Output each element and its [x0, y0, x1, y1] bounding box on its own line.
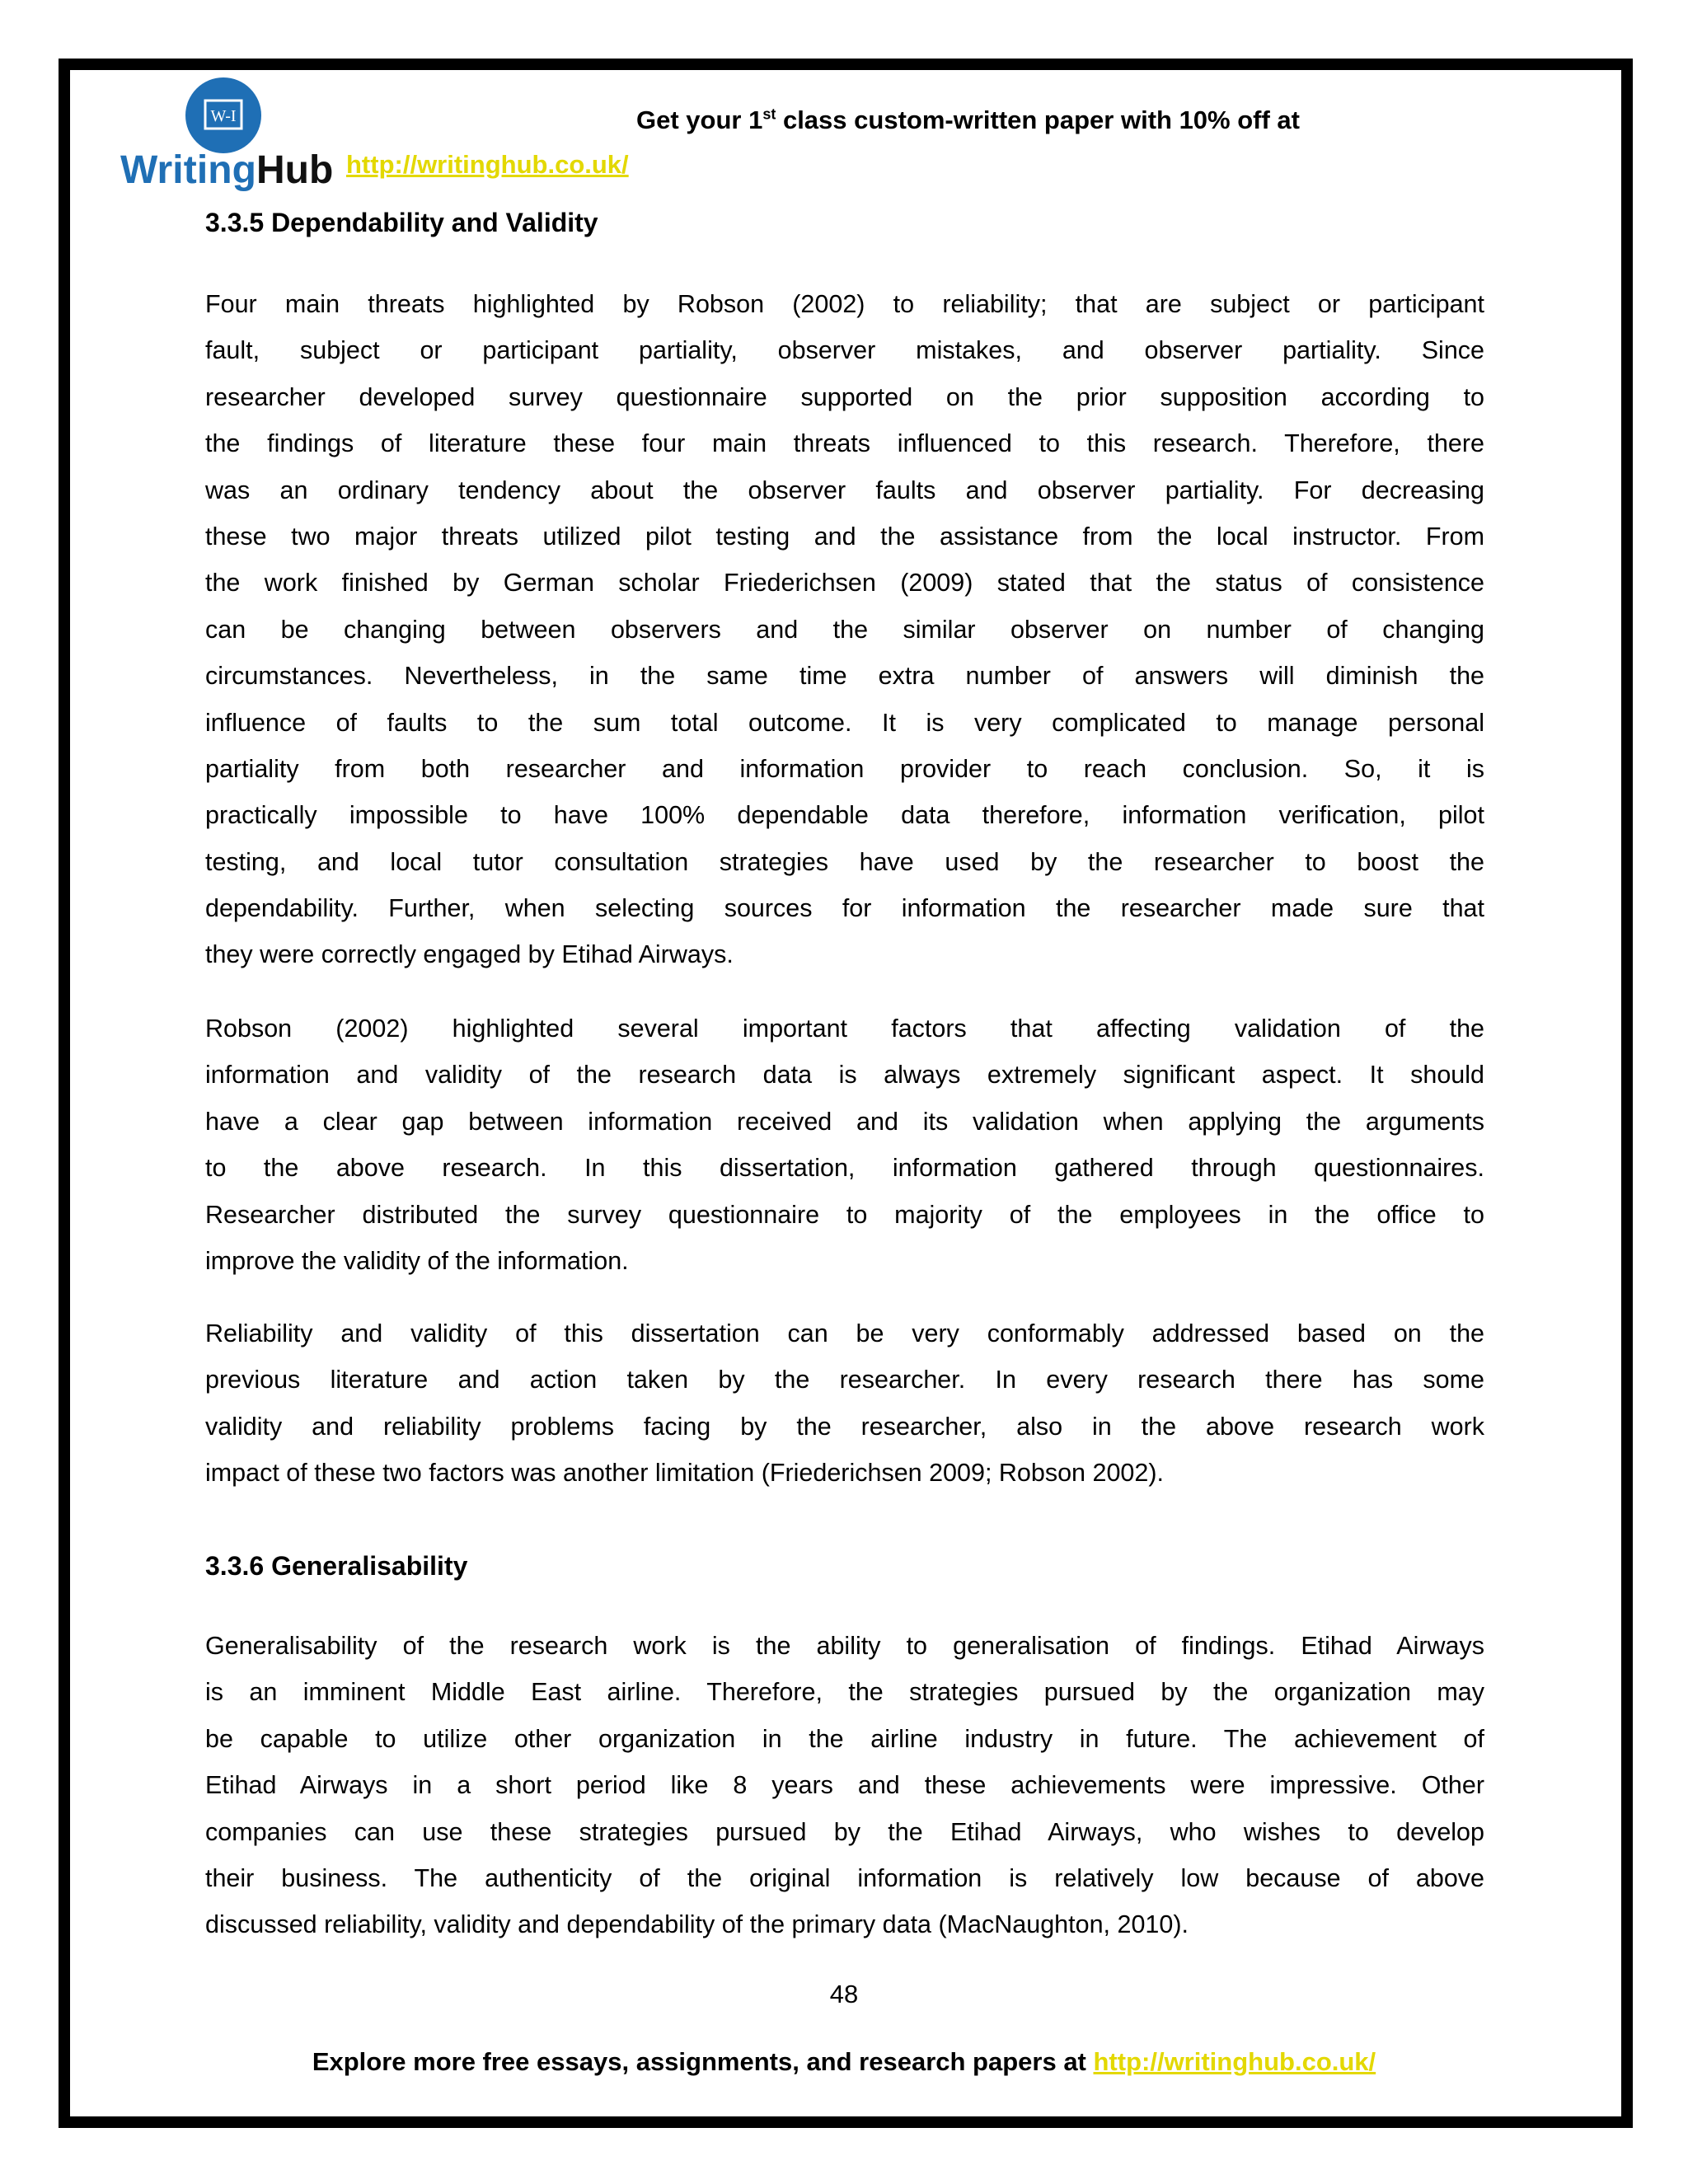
- text-line: practically impossible to have 100% dependable data therefore, information verification, pilot: [205, 801, 1484, 830]
- text-line: the work finished by German scholar Friederichsen (2009) stated that the status of consistence: [205, 569, 1484, 598]
- svg-text:Writing: Writing: [120, 148, 256, 191]
- paragraph: [205, 1310, 1484, 1497]
- text-line: Generalisability of the research work is the ability to generalisation of findings. Etihad Airways: [205, 1632, 1484, 1660]
- text-line: researcher developed survey questionnaire supported on the prior supposition according to: [205, 382, 1484, 411]
- text-line: circumstances. Nevertheless, in the same time extra number of answers will diminish the: [205, 662, 1484, 691]
- text-line: Reliability and validity of this dissertation can be very conformably addressed based on the: [205, 1319, 1484, 1347]
- paragraph: [205, 281, 1484, 978]
- text-line: Robson (2002) highlighted several important factors that affecting validation of the: [205, 1015, 1484, 1043]
- section-heading: 3.3.5 Dependability and Validity: [205, 208, 598, 237]
- promo-text: [636, 105, 1300, 135]
- text-line: they were correctly engaged by Etihad Airways.: [205, 940, 734, 969]
- text-line: discussed reliability, validity and dependability of the primary data (MacNaughton, 2010).: [205, 1910, 1189, 1939]
- page-number: 48: [829, 1980, 859, 2008]
- footer-link[interactable]: http://writinghub.co.uk/: [1093, 2047, 1376, 2076]
- text-line: Researcher distributed the survey questionnaire to majority of the employees in the office to: [205, 1200, 1484, 1229]
- text-line: improve the validity of the information.: [205, 1246, 629, 1275]
- text-line: impact of these two factors was another limitation (Friederichsen 2009; Robson 2002).: [205, 1459, 1164, 1488]
- svg-text:W-I: W-I: [210, 107, 237, 125]
- text-line: dependability. Further, when selecting sources for information the researcher made sure that: [205, 894, 1484, 923]
- footer: [0, 2047, 1688, 2077]
- text-line: influence of faults to the sum total outcome. It is very complicated to manage personal: [205, 708, 1484, 737]
- text-line: previous literature and action taken by the researcher. In every research there has some: [205, 1366, 1484, 1394]
- text-line: these two major threats utilized pilot testing and the assistance from the local instructor. From: [205, 522, 1484, 551]
- text-line: testing, and local tutor consultation strategies have used by the researcher to boost the: [205, 847, 1484, 876]
- promo-prefix: Get your 1: [636, 105, 763, 134]
- text-line: information and validity of the research data is always extremely significant aspect. It should: [205, 1061, 1484, 1090]
- promo-suffix: class custom-written paper with 10% off at: [776, 105, 1300, 134]
- text-line: to the above research. In this dissertation, information gathered through questionnaires.: [205, 1154, 1484, 1183]
- promo-sup: st: [762, 105, 776, 123]
- text-line: can be changing between observers and the similar observer on number of changing: [205, 615, 1484, 644]
- text-line: was an ordinary tendency about the observer faults and observer partiality. For decreasing: [205, 476, 1484, 504]
- text-line: validity and reliability problems facing by the researcher, also in the above research work: [205, 1412, 1484, 1441]
- text-line: fault, subject or participant partiality, observer mistakes, and observer partiality. Since: [205, 336, 1484, 365]
- text-line: companies can use these strategies pursued by the Etihad Airways, who wishes to develop: [205, 1817, 1484, 1846]
- footer-text: Explore more free essays, assignments, and research papers at: [312, 2047, 1094, 2076]
- svg-text:Hub: Hub: [256, 148, 334, 191]
- section-heading: 3.3.6 Generalisability: [205, 1551, 468, 1581]
- writinghub-logo: [120, 76, 335, 191]
- text-line: Four main threats highlighted by Robson (2002) to reliability; that are subject or participant: [205, 290, 1484, 318]
- text-line: Etihad Airways in a short period like 8 years and these achievements were impressive. Other: [205, 1771, 1484, 1800]
- paragraph: [205, 1623, 1484, 1948]
- text-line: have a clear gap between information received and its validation when applying the arguments: [205, 1107, 1484, 1136]
- header-link[interactable]: http://writinghub.co.uk/: [346, 150, 629, 179]
- text-line: the findings of literature these four main threats influenced to this research. Therefore, there: [205, 429, 1484, 458]
- paragraph: [205, 1005, 1484, 1284]
- text-line: be capable to utilize other organization in the airline industry in future. The achievement of: [205, 1724, 1484, 1753]
- text-line: is an imminent Middle East airline. Therefore, the strategies pursued by the organization may: [205, 1678, 1484, 1707]
- text-line: their business. The authenticity of the original information is relatively low because of above: [205, 1863, 1484, 1892]
- text-line: partiality from both researcher and information provider to reach conclusion. So, it is: [205, 754, 1484, 783]
